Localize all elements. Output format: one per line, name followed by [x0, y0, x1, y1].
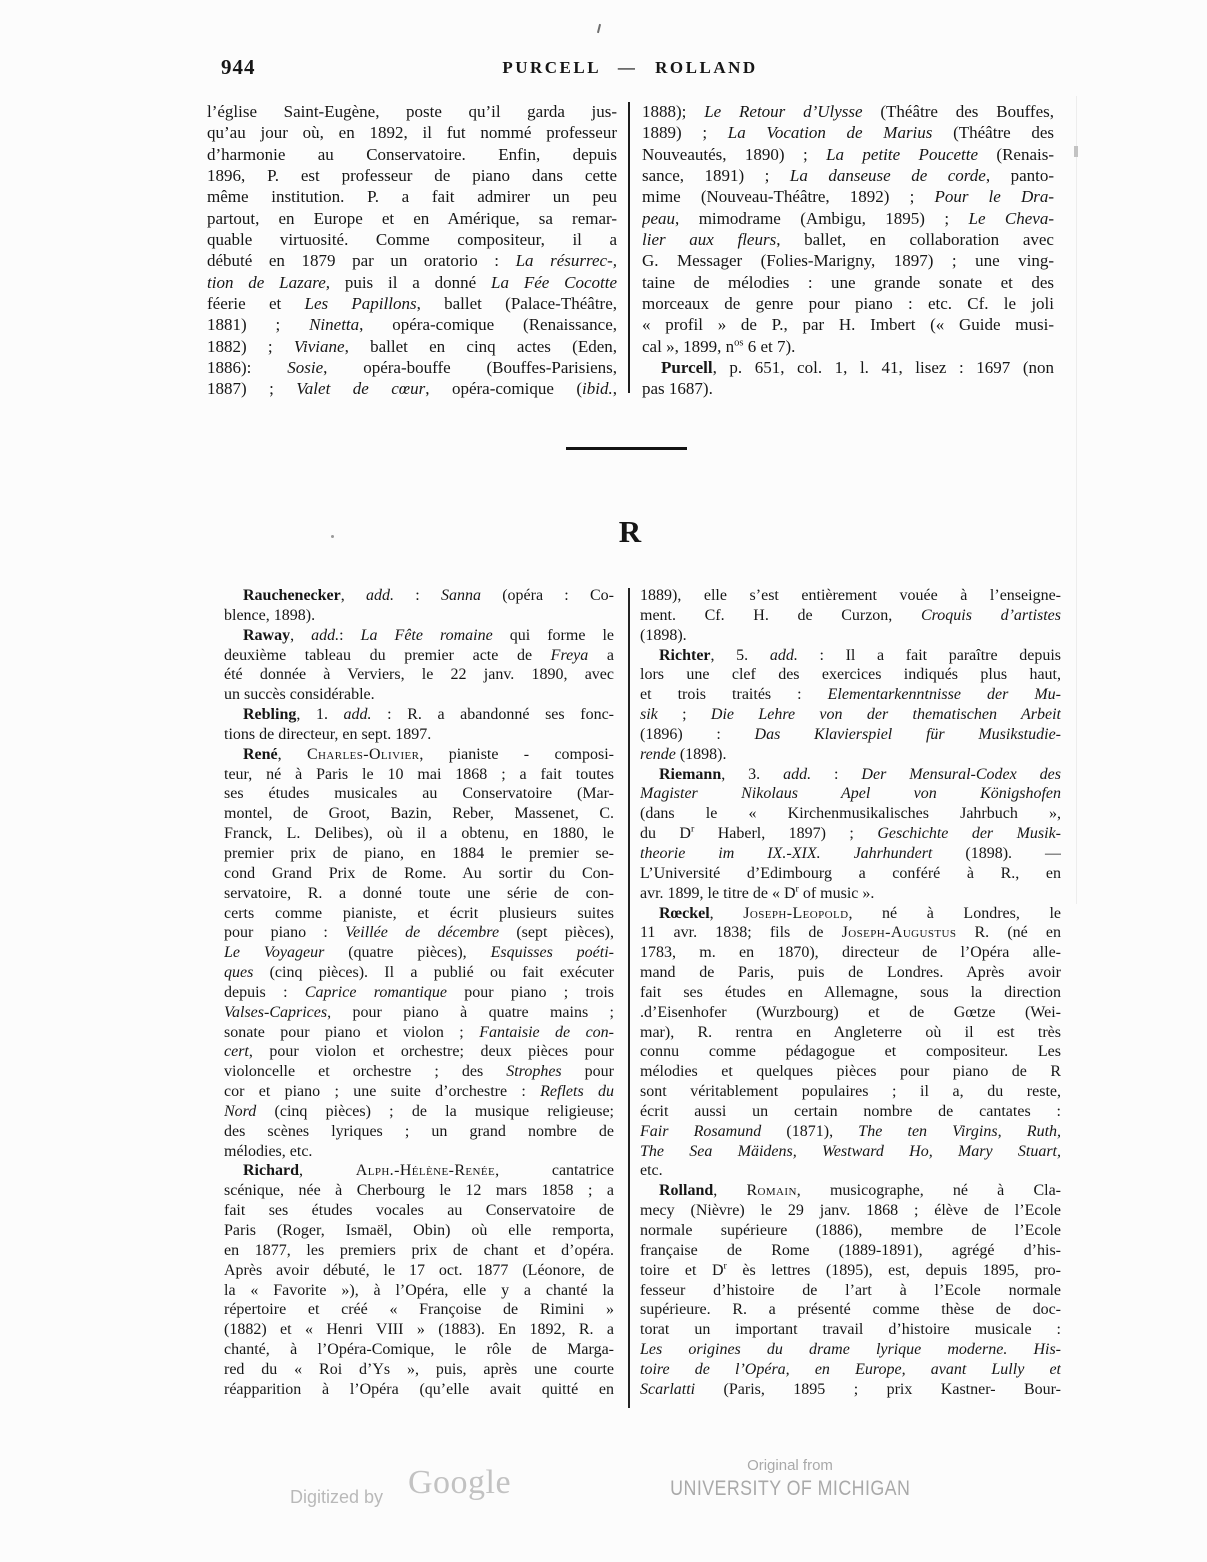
- text-line: Les origines du drame lyrique moderne. His-: [640, 1341, 1061, 1359]
- text-line: violoncelle et orchestre ; des Strophes pour: [224, 1063, 614, 1081]
- text-line: Richard, Alph.-Hélène-Renée, cantatrice: [243, 1162, 614, 1180]
- scan-artifact: [1074, 146, 1078, 157]
- text-line: 11 avr. 1838; fils de Joseph-Augustus R. (né en: [640, 924, 1061, 942]
- text-line: l’église Saint-Eugène, poste qu’il garda jus-: [207, 102, 617, 121]
- text-line: normale supérieure (1886), membre de l’Ecole: [640, 1222, 1061, 1239]
- text-line: Le Voyageur (quatre pièces), Esquisses poéti-: [224, 944, 614, 962]
- text-line: cal », 1899, $n^{os}$ 6 et 7).: [642, 336, 796, 356]
- text-line: partout, en Europe et en Amérique, sa remar-: [207, 208, 617, 228]
- text-line: deuxième tableau du premier acte de Freya a: [224, 646, 614, 664]
- text-line: lors une clef des exercices indiqués plus haut,: [640, 666, 1061, 684]
- text-line: été donnée à Verviers, le 22 janv. 1890, avec: [224, 666, 614, 684]
- text-line: peau, mimodrame (Ambigu, 1895) ; Le Cheva-: [642, 208, 1054, 228]
- original-from-label: Original from: [747, 1457, 833, 1474]
- text-line: 1881) ; Ninetta, opéra-comique (Renaissance,: [207, 315, 617, 335]
- page-number: 944: [221, 55, 256, 79]
- text-line: certs comme pianiste, et écrit plusieurs suites: [224, 904, 614, 922]
- text-line: 1882) ; Viviane, ballet en cinq actes (Eden,: [207, 336, 617, 356]
- text-line: toire de l’Opéra, en Europe, avant Lully et: [640, 1360, 1061, 1378]
- text-line: (1882) et « Henri VIII » (1883). En 1892, R. a: [224, 1321, 614, 1339]
- text-line: sont véritablement populaires ; il a, du reste,: [640, 1083, 1061, 1101]
- text-line: lier aux fleurs, ballet, en collaboration avec: [642, 229, 1054, 249]
- text-line: 1783, m. en 1870), directeur de l’Opéra alle-: [640, 944, 1061, 962]
- r-section-right-column: [640, 586, 1061, 1400]
- text-line: blence, 1898).: [224, 606, 316, 624]
- text-line: toire et $D^r$ ès lettres (1895), est, depuis 1895, pro-: [640, 1260, 1061, 1279]
- text-line: 1886): Sosie, opéra-bouffe (Bouffes-Parisiens,: [207, 357, 617, 377]
- text-line: .d’Eisenhofer (Wurzbourg) et de Gœtze (Wei-: [640, 1003, 1061, 1021]
- text-line: morceaux de genre pour piano : etc. Cf. le joli: [642, 293, 1054, 313]
- text-line: réapparition à l’Opéra (qu’elle avait quitté en: [224, 1380, 614, 1398]
- text-line: débuté en 1879 par un oratorio : La résurrec-,: [207, 251, 617, 271]
- text-line: Après avoir débuté, le 17 oct. 1877 (Léonore, de: [224, 1261, 614, 1279]
- text-line: Nouveautés, 1890) ; La petite Poucette (Renais-: [642, 144, 1054, 164]
- page-edge-line: [1076, 96, 1077, 904]
- text-line: (1898).: [640, 626, 687, 644]
- text-line: féerie et Les Papillons, ballet (Palace-Théâtre,: [207, 293, 617, 313]
- text-line: « profil » de P., par H. Imbert (« Guide musi-: [642, 315, 1054, 335]
- text-line: quable virtuosité. Comme compositeur, il a: [207, 229, 617, 249]
- text-line: chanté, à l’Opéra-Comique, le rôle de Marga-: [224, 1341, 614, 1359]
- google-logo: Google: [408, 1464, 512, 1501]
- page-header: PURCELL — ROLLAND: [502, 58, 758, 77]
- text-line: Nord (cinq pièces) ; de la musique religieuse;: [224, 1102, 614, 1120]
- text-line: mar), R. rentra en Angleterre où il est très: [640, 1023, 1061, 1041]
- text-line: 1888); Le Retour d’Ulysse (Théâtre des Bouffes,: [642, 102, 1054, 121]
- text-line: mélodies et quelques pièces pour piano de R: [640, 1063, 1061, 1081]
- text-line: tions de directeur, en sept. 1897.: [224, 725, 432, 743]
- text-line: scénique, née à Cherbourg le 12 mars 1858 ; a: [224, 1182, 614, 1200]
- text-line: supérieure. R. a présenté comme thèse de doc-: [640, 1301, 1061, 1319]
- digitized-by-label: Digitized by: [290, 1487, 384, 1507]
- text-line: mecy (Nièvre) le 29 janv. 1868 ; élève de l’Ecole: [640, 1202, 1061, 1220]
- column-divider-rule: [628, 102, 630, 393]
- text-line: 1896, P. est professeur de piano dans cette: [207, 165, 617, 185]
- text-line: Valses-Caprices, pour piano à quatre mains ;: [224, 1003, 614, 1021]
- text-line: 1889) ; La Vocation de Marius (Théâtre des: [642, 123, 1054, 143]
- text-line: la « Favorite »), à l’Opéra, elle y a chanté la: [224, 1281, 614, 1299]
- text-line: rende (1898).: [640, 745, 727, 763]
- text-line: The Sea Mäidens, Westward Ho, Mary Stuart,: [640, 1142, 1061, 1160]
- text-line: René, Charles-Olivier, pianiste - composi-: [243, 745, 614, 763]
- text-line: premier prix de piano, en 1884 le premier se-: [224, 844, 614, 862]
- text-line: Magister Nikolaus Apel von Königshofen: [640, 785, 1061, 803]
- text-line: teur, né à Paris le 10 mai 1868 ; a fait toutes: [224, 765, 614, 783]
- text-line: Riemann, 3. add. : Der Mensural-Codex des: [659, 765, 1061, 783]
- text-line: pour piano : Veillée de décembre (sept pièces),: [224, 924, 614, 942]
- text-line: fesseur d’histoire de l’art à l’Ecole normale: [640, 1281, 1061, 1299]
- text-line: 1889), elle s’est entièrement vouée à l’enseigne-: [640, 587, 1061, 604]
- text-line: Raway, add.: La Fête romaine qui forme le: [243, 626, 614, 644]
- text-line: (1896) : Das Klavierspiel für Musikstudie-: [640, 725, 1061, 743]
- column-divider-rule: [628, 588, 630, 1408]
- r-section-left-column: [224, 586, 614, 1400]
- text-line: française de Rome (1889-1891), agrégé d’his-: [640, 1241, 1061, 1259]
- text-line: des scènes lyriques ; un grand nombre de: [224, 1122, 614, 1140]
- text-line: en 1877, les premiers prix de chant et d’opéra.: [224, 1241, 614, 1259]
- text-line: Fair Rosamund (1871), The ten Virgins, Ruth,: [640, 1122, 1061, 1140]
- text-line: sance, 1891) ; La danseuse de corde, panto-: [642, 165, 1054, 185]
- text-line: Rebling, 1. add. : R. a abandonné ses fonc-: [243, 706, 614, 724]
- institution-label: UNIVERSITY OF MICHIGAN: [669, 1477, 911, 1500]
- text-line: ses études musicales au Conservatoire (Mar-: [224, 785, 614, 803]
- text-line: ques (cinq pièces). Il a publié ou fait exécuter: [224, 964, 614, 982]
- text-line: cor et piano ; une suite d’orchestre : Reflets du: [224, 1083, 614, 1101]
- text-line: pas 1687).: [642, 379, 713, 399]
- section-heading-r: R: [618, 514, 642, 549]
- text-line: écrit aussi un certain nombre de cantates :: [640, 1102, 1061, 1120]
- text-line: G. Messager (Folies-Marigny, 1897) ; une ving-: [642, 251, 1054, 271]
- text-line: L’Université d’Edimbourg a conféré à R., en: [640, 864, 1061, 882]
- text-line: montel, de Groot, Bazin, Reber, Massenet, C.: [224, 805, 614, 823]
- text-line: Rauchenecker, add. : Sanna (opéra : Co-: [243, 587, 614, 604]
- text-line: mélodies, etc.: [224, 1142, 313, 1160]
- text-line: sik ; Die Lehre von der thematischen Arbeit: [640, 706, 1061, 724]
- text-line: un succès considérable.: [224, 686, 375, 704]
- text-line: Rolland, Romain, musicographe, né à Cla-: [659, 1182, 1061, 1200]
- text-line: mime (Nouveau-Théâtre, 1892) ; Pour le Dra-: [642, 187, 1054, 207]
- text-line: même institution. P. a fait admirer un peu: [207, 187, 617, 207]
- text-line: torat un important travail d’histoire musicale :: [640, 1321, 1061, 1339]
- text-line: cond Grand Prix de Rome. Au sortir du Con-: [224, 864, 614, 882]
- text-line: du $D^r$ Haberl, 1897) ; Geschichte der Musik-: [640, 824, 1061, 843]
- text-line: cert, pour violon et orchestre; deux pièces pour: [224, 1043, 614, 1061]
- text-line: 1887) ; Valet de cœur, opéra-comique (ibid.,: [207, 379, 617, 399]
- text-line: d’harmonie au Conservatoire. Enfin, depuis: [207, 144, 617, 164]
- text-line: etc.: [640, 1162, 663, 1180]
- text-line: avr. 1899, le titre de « $D^r$ of music ».: [640, 883, 875, 902]
- text-line: répertoire et créé « Françoise de Rimini »: [224, 1301, 614, 1319]
- top-right-column: [642, 101, 1054, 400]
- text-line: ment. Cf. H. de Curzon, Croquis d’artistes: [640, 606, 1061, 624]
- text-line: theorie im IX.-XIX. Jahrhundert (1898). —: [640, 844, 1061, 862]
- text-line: taine de mélodies : une grande sonate et des: [642, 272, 1054, 292]
- text-line: mand de Paris, puis de Londres. Après avoir: [640, 964, 1061, 982]
- text-line: Paris (Roger, Ismaël, Obin) où elle remporta,: [224, 1222, 614, 1239]
- text-line: tion de Lazare, puis il a donné La Fée Cocotte: [207, 272, 617, 292]
- scan-artifact: [597, 24, 601, 33]
- text-line: fait ses études en Allemagne, sous la direction: [640, 983, 1061, 1001]
- footer-provenance: [640, 1457, 940, 1501]
- text-line: et trois traités : Elementarkenntnisse der Mu-: [640, 686, 1061, 704]
- top-left-column: [207, 101, 617, 400]
- text-line: Scarlatti (Paris, 1895 ; prix Kastner- Bour-: [640, 1380, 1061, 1398]
- text-line: Richter, 5. add. : Il a fait paraître depuis: [659, 646, 1061, 664]
- text-line: fait ses études vocales au Conservatoire de: [224, 1202, 614, 1220]
- text-line: servatoire, R. a donné toute une série de con-: [224, 884, 614, 902]
- text-line: red du « Roi d’Ys », puis, après une courte: [224, 1360, 614, 1378]
- text-line: Rœckel, Joseph-Leopold, né à Londres, le: [659, 904, 1061, 922]
- text-line: (dans le « Kirchenmusikalisches Jahrbuch »,: [640, 805, 1061, 823]
- text-line: depuis : Caprice romantique pour piano ; trois: [224, 983, 614, 1001]
- text-line: Franck, L. Delibes), où il a obtenu, en 1880, le: [224, 825, 614, 843]
- section-divider-rule: [566, 447, 687, 450]
- text-line: sonate pour piano et violon ; Fantaisie de con-: [224, 1023, 614, 1041]
- text-line: Purcell, p. 651, col. 1, l. 41, lisez : 1697 (non: [661, 357, 1054, 377]
- text-line: qu’au jour où, en 1892, il fut nommé professeur: [207, 123, 617, 143]
- text-line: connu comme pédagogue et compositeur. Les: [640, 1043, 1061, 1061]
